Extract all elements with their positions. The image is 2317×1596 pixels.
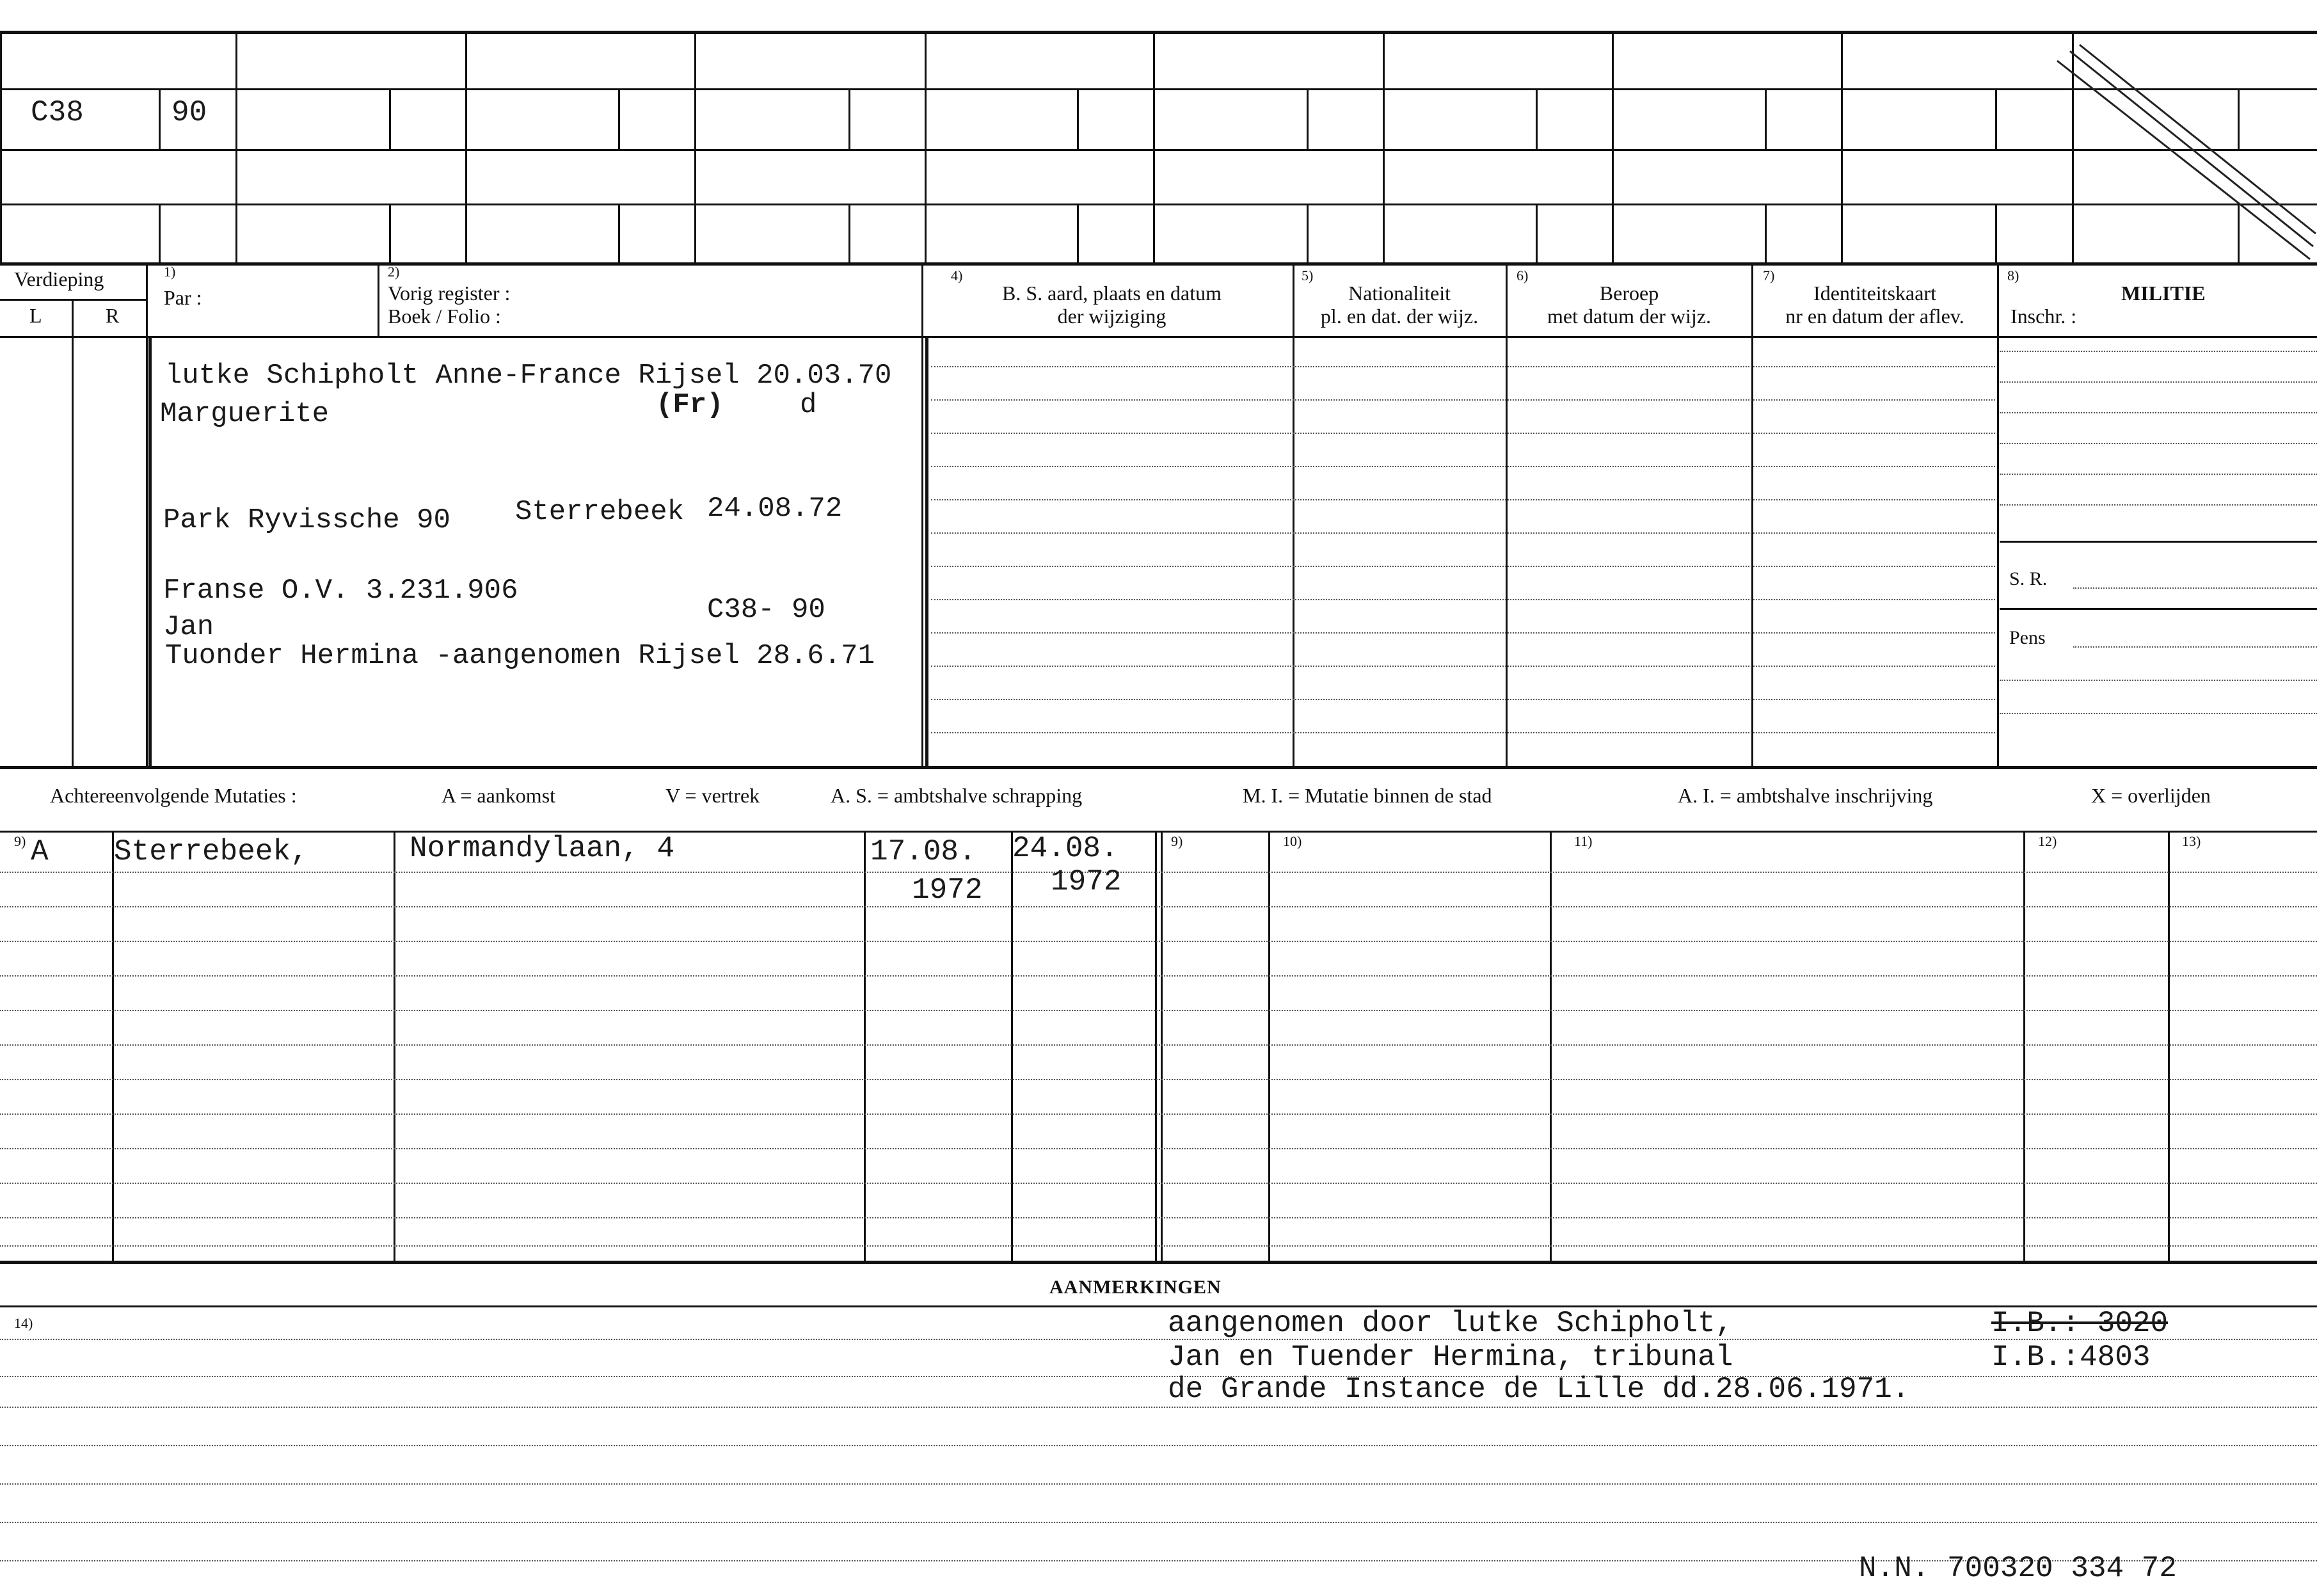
rule <box>112 831 114 1261</box>
dotted-rule <box>0 1183 2317 1184</box>
rule <box>925 336 928 766</box>
address: Park Ryvissche 90 <box>163 504 450 536</box>
father-name: Jan <box>163 611 214 643</box>
dotted-rule <box>0 1079 2317 1080</box>
verdieping-label: Verdieping <box>14 267 104 291</box>
rule <box>378 264 379 337</box>
rule <box>864 831 866 1261</box>
right-label: R <box>106 304 120 327</box>
legend-mi: M. I. = Mutatie binnen de stad <box>1243 784 1492 807</box>
dotted-rule <box>2000 713 2317 714</box>
col5-number: 5) <box>1302 267 1314 283</box>
legend-ai: A. I. = ambtshalve inschrijving <box>1678 784 1933 807</box>
par-label: Par : <box>164 286 202 309</box>
col11-number: 11) <box>1574 833 1593 849</box>
rule <box>394 831 395 1261</box>
dotted-rule <box>0 1376 2317 1377</box>
rule <box>148 336 152 766</box>
identiteitskaart-line1: Identiteitskaart <box>1813 282 1936 305</box>
sr-label: S. R. <box>2009 568 2048 589</box>
rule <box>0 1305 2317 1307</box>
rule <box>1161 831 1163 1261</box>
rule <box>1841 31 1843 264</box>
dotted-rule <box>2000 443 2317 444</box>
rule <box>1995 203 1997 262</box>
register-ref: C38- 90 <box>707 594 825 626</box>
col10-number: 10) <box>1283 833 1302 849</box>
rule <box>0 31 2317 34</box>
ov-number: Franse O.V. 3.231.906 <box>163 575 518 607</box>
mutation-place: Sterrebeek, <box>114 835 308 868</box>
legend-x: X = overlijden <box>2091 784 2211 807</box>
dotted-rule <box>931 399 1995 401</box>
dotted-rule <box>0 1407 2317 1408</box>
rule <box>1995 88 1997 149</box>
rule <box>0 31 2 264</box>
nationaliteit-line2: pl. en dat. der wijz. <box>1320 305 1479 328</box>
legend-v: V = vertrek <box>665 784 760 807</box>
dotted-rule <box>0 906 2317 907</box>
beroep-line2: met datum der wijz. <box>1547 305 1711 328</box>
bs-header-line1: B. S. aard, plaats en datum <box>1001 282 1222 305</box>
rule <box>389 88 391 149</box>
rule <box>1550 831 1552 1261</box>
remark-line3: de Grande Instance de Lille dd.28.06.1971. <box>1168 1373 1910 1406</box>
dotted-rule <box>0 1044 2317 1046</box>
rule <box>0 262 2317 266</box>
rule <box>618 88 620 149</box>
rule <box>235 31 237 264</box>
rule <box>1506 264 1508 766</box>
dotted-rule <box>0 1148 2317 1149</box>
mutations-title: Achtereenvolgende Mutaties : <box>50 784 297 807</box>
rule <box>1383 31 1385 264</box>
nationaliteit-line1: Nationaliteit <box>1348 282 1451 305</box>
remark-line2: Jan en Tuender Hermina, tribunal <box>1168 1341 1733 1374</box>
col6-number: 6) <box>1517 267 1529 283</box>
rule <box>1293 264 1294 766</box>
rule <box>921 264 923 766</box>
register-code: C38 <box>31 96 84 129</box>
rule <box>1077 88 1079 149</box>
new-ib-number: I.B.:4803 <box>1991 1341 2151 1374</box>
dotted-rule <box>931 599 1995 600</box>
dotted-rule <box>2000 680 2317 681</box>
rule <box>1765 88 1767 149</box>
col8-number: 8) <box>2007 267 2019 283</box>
boek-folio-label: Boek / Folio : <box>388 305 501 328</box>
dotted-rule <box>2073 646 2317 648</box>
dotted-rule <box>2000 474 2317 475</box>
city: Sterrebeek <box>515 496 685 528</box>
rule <box>146 264 148 766</box>
dotted-rule <box>0 1245 2317 1247</box>
mutation-street: Normandylaan, 4 <box>410 832 675 865</box>
rule <box>1536 203 1538 262</box>
mutation-date2: 24.08. <box>1012 832 1119 865</box>
militie-label: MILITIE <box>2121 282 2206 305</box>
gender-mark: d <box>800 389 817 421</box>
dotted-rule <box>931 732 1995 733</box>
rule <box>0 336 2317 338</box>
rule <box>2000 608 2317 610</box>
dotted-rule <box>931 366 1995 367</box>
dotted-rule <box>931 632 1995 634</box>
rule <box>1307 88 1309 149</box>
mutation-type: A <box>31 835 49 868</box>
arrival-date: 24.08.72 <box>707 493 843 525</box>
dotted-rule <box>0 872 2317 873</box>
col7-number: 7) <box>1763 267 1775 283</box>
left-label: L <box>29 304 42 327</box>
col4-number: 4) <box>951 267 963 283</box>
rule <box>1751 264 1753 766</box>
rule <box>1307 203 1309 262</box>
name-line: lutke Schipholt Anne-France Rijsel 20.03.70 <box>165 360 892 392</box>
col12-number: 12) <box>2038 833 2057 849</box>
rule <box>389 203 391 262</box>
col9b-number: 9) <box>1171 833 1183 849</box>
rule <box>0 766 2317 769</box>
dotted-rule <box>0 1113 2317 1115</box>
inschr-label: Inschr. : <box>2010 305 2077 328</box>
col14-number: 14) <box>14 1315 33 1331</box>
mutation-year2: 1972 <box>1051 865 1122 898</box>
nationality-code: (Fr) <box>656 389 724 421</box>
rule <box>1612 31 1614 264</box>
beroep-line1: Beroep <box>1599 282 1659 305</box>
rule <box>1077 203 1079 262</box>
rule <box>1536 88 1538 149</box>
legend-a: A = aankomst <box>442 784 556 807</box>
col2-number: 2) <box>388 264 400 280</box>
bs-header-line2: der wijziging <box>1057 305 1166 328</box>
dotted-rule <box>0 1445 2317 1446</box>
rule <box>618 203 620 262</box>
old-ib-number: I.B.: 3020 <box>1991 1307 2169 1340</box>
dotted-rule <box>0 1522 2317 1523</box>
dotted-rule <box>0 1010 2317 1011</box>
rule <box>694 31 696 264</box>
rule <box>0 149 2317 151</box>
remark-line1: aangenomen door lutke Schipholt, <box>1168 1307 1733 1340</box>
col1-number: 1) <box>164 264 176 280</box>
vorig-register-label: Vorig register : <box>388 282 511 305</box>
mutation-date1: 17.08. <box>870 835 976 868</box>
dotted-rule <box>0 941 2317 942</box>
rule <box>848 88 850 149</box>
dotted-rule <box>931 666 1995 667</box>
dotted-rule <box>0 1339 2317 1340</box>
rule <box>0 203 2317 205</box>
rule <box>0 88 2317 90</box>
dotted-rule <box>931 433 1995 434</box>
rule <box>1268 831 1270 1261</box>
pens-label: Pens <box>2009 627 2046 648</box>
rule <box>0 299 147 301</box>
identiteitskaart-line2: nr en datum der aflev. <box>1785 305 1964 328</box>
dotted-rule <box>0 1217 2317 1218</box>
rule <box>2023 831 2025 1261</box>
rule <box>159 203 161 262</box>
rule <box>1997 264 1999 766</box>
second-name: Marguerite <box>160 398 330 430</box>
dotted-rule <box>2000 412 2317 413</box>
col9-number: 9) <box>14 833 26 849</box>
register-number: 90 <box>171 96 207 129</box>
mother-line: Tuonder Hermina -aangenomen Rijsel 28.6.71 <box>165 640 875 672</box>
rule <box>1011 831 1013 1261</box>
rule <box>1765 203 1767 262</box>
dotted-rule <box>2073 587 2317 589</box>
legend-as: A. S. = ambtshalve schrapping <box>831 784 1083 807</box>
rule <box>465 31 467 264</box>
dotted-rule <box>2000 351 2317 352</box>
rule <box>2000 541 2317 543</box>
dotted-rule <box>2000 504 2317 506</box>
mutation-year1: 1972 <box>912 874 983 907</box>
rule <box>2168 831 2170 1261</box>
dotted-rule <box>931 566 1995 567</box>
rule <box>0 1261 2317 1264</box>
rule <box>0 831 2317 833</box>
col13-number: 13) <box>2182 833 2201 849</box>
dotted-rule <box>2000 381 2317 383</box>
rule <box>1155 831 1157 1261</box>
rule <box>925 31 927 264</box>
national-number: N.N. 700320 334 72 <box>1859 1552 2177 1585</box>
dotted-rule <box>931 532 1995 534</box>
dotted-rule <box>931 699 1995 700</box>
rule <box>1153 31 1155 264</box>
rule <box>159 88 161 149</box>
dotted-rule <box>0 1483 2317 1485</box>
dotted-rule <box>931 499 1995 500</box>
strike-lines <box>2051 38 2317 269</box>
dotted-rule <box>0 975 2317 977</box>
rule <box>72 299 74 766</box>
dotted-rule <box>931 466 1995 467</box>
rule <box>848 203 850 262</box>
remarks-title: AANMERKINGEN <box>1049 1277 1222 1298</box>
